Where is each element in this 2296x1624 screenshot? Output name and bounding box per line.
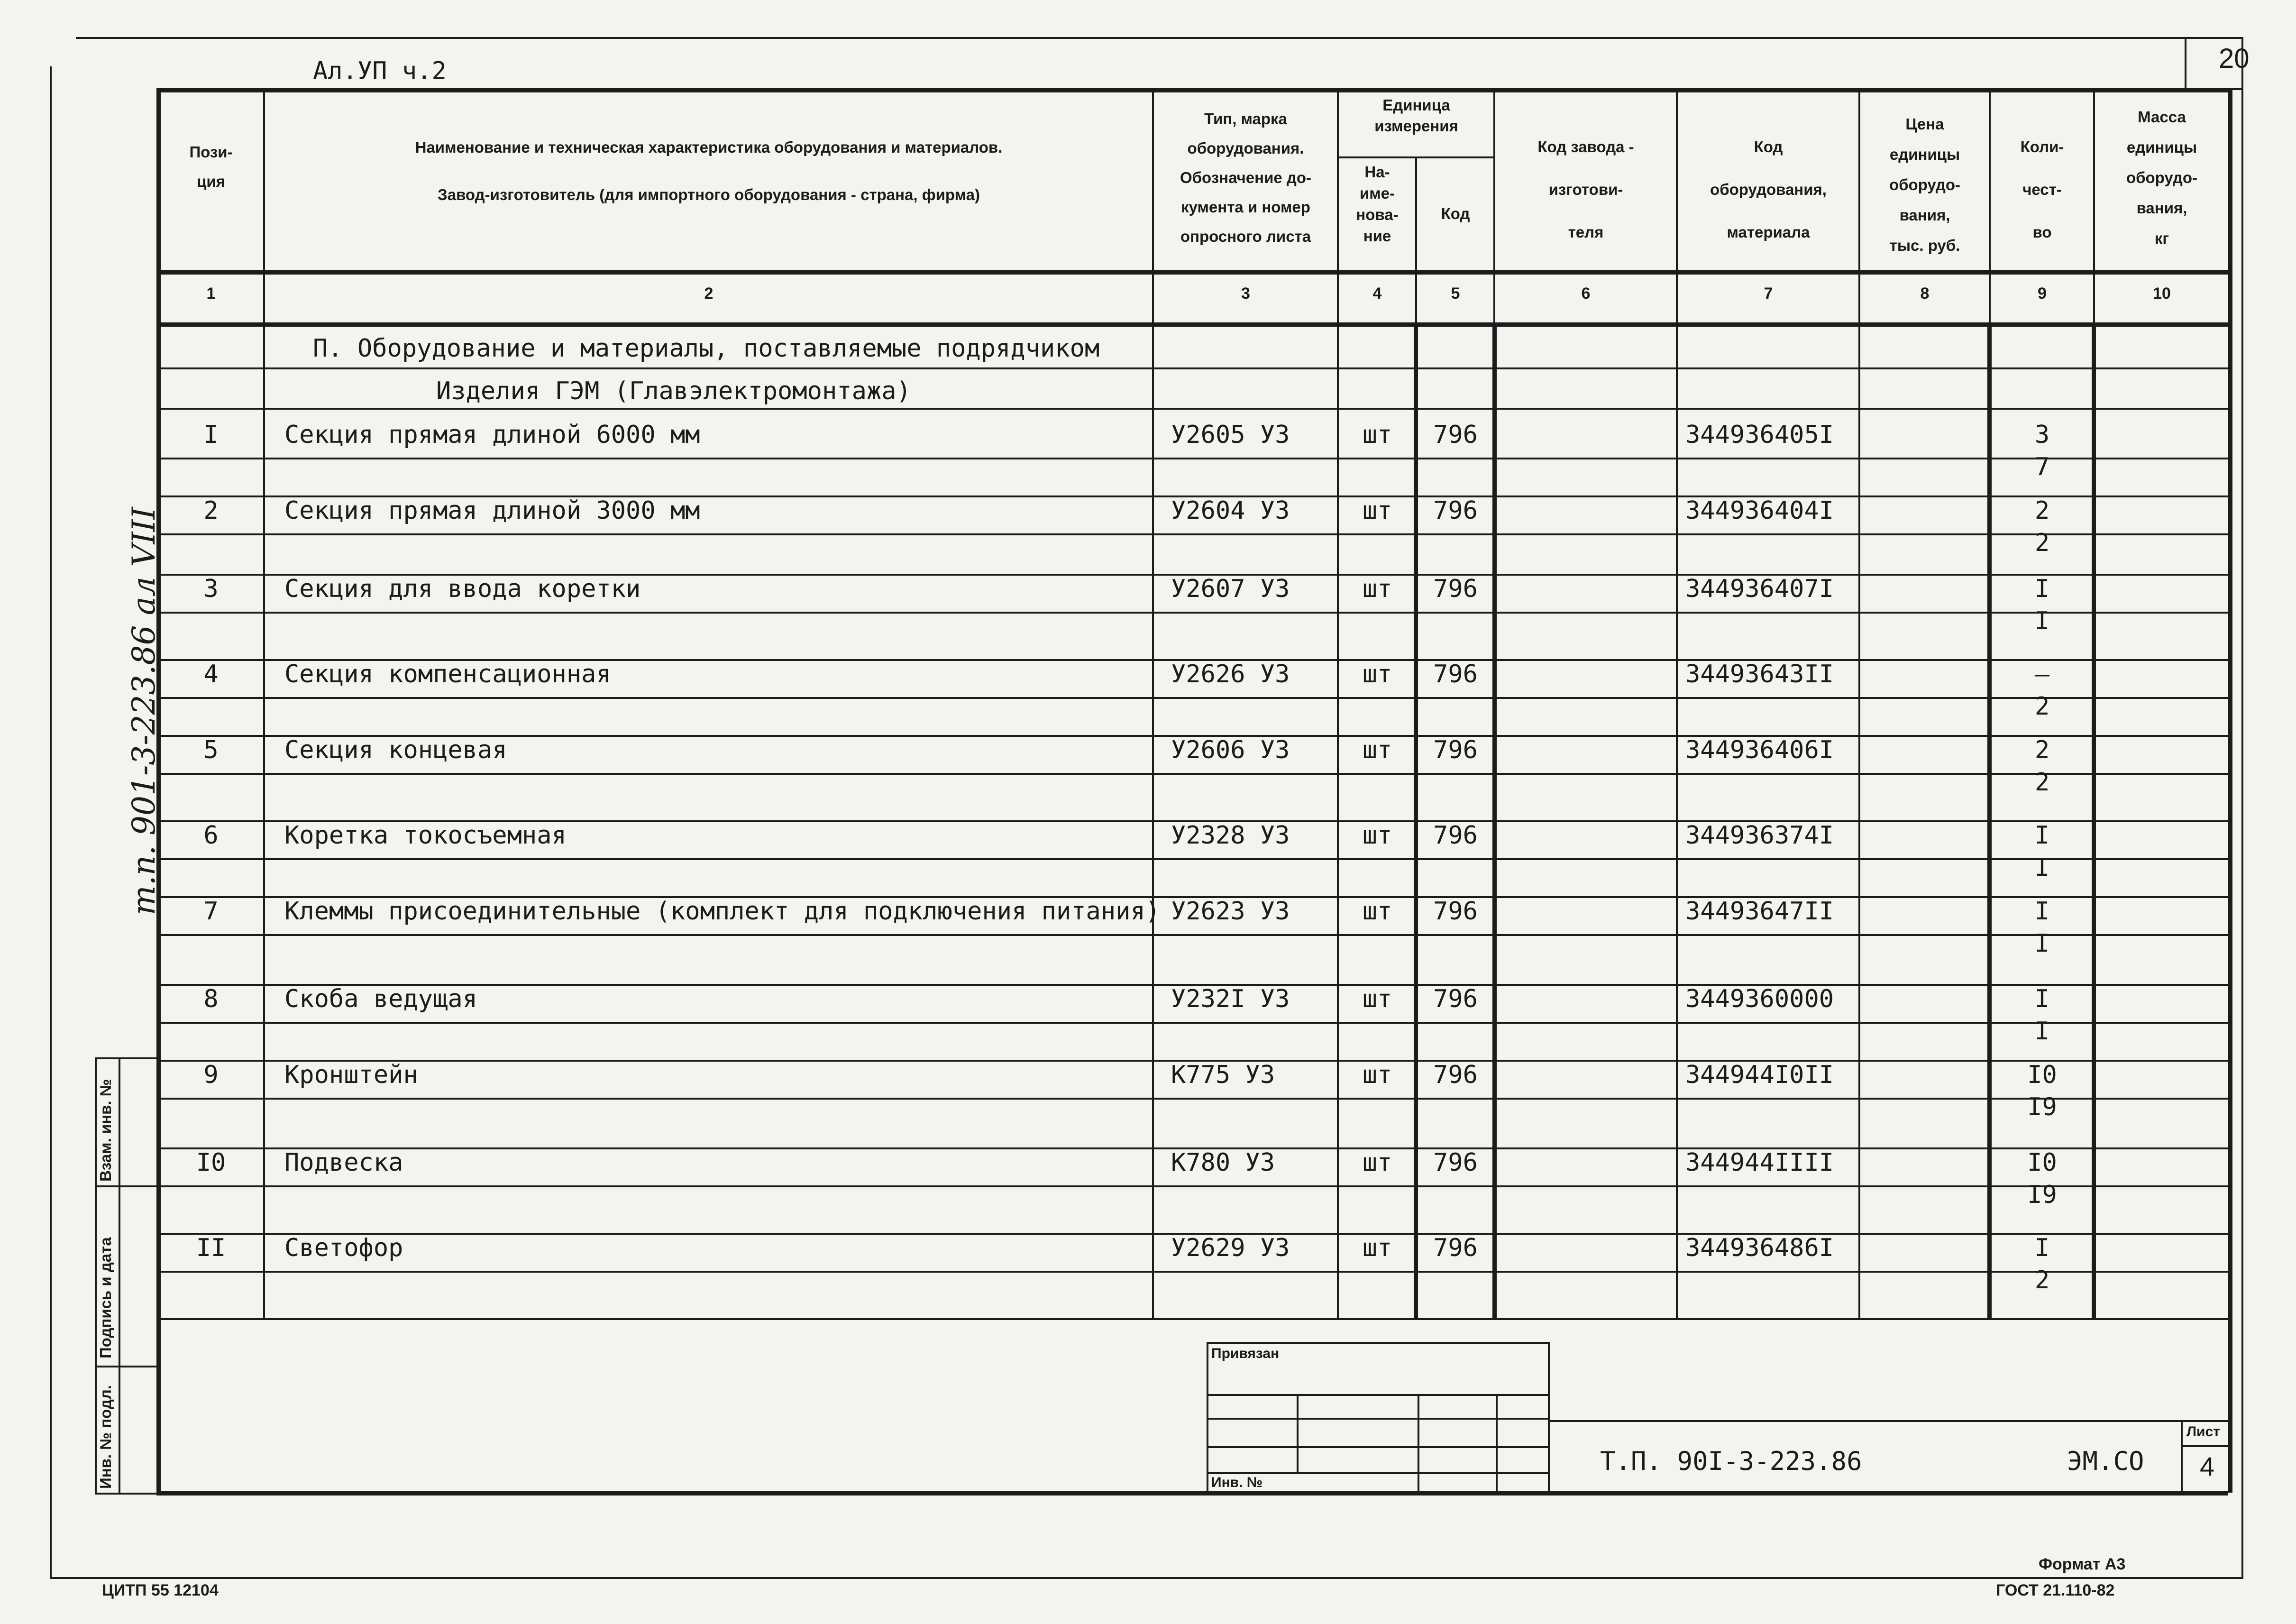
cell-pos: 5 [203,736,219,764]
cell-pos: 6 [203,821,219,850]
cell-code: 796 [1433,1234,1478,1262]
cell-code: 796 [1433,897,1478,926]
tb-inv-no: Инв. № [1211,1475,1263,1490]
cell-material-code: 344936406I [1685,736,1834,764]
colnum-8: 8 [1920,284,1930,303]
tb-sheet-left [2181,1420,2183,1494]
album-label: Ал.УП ч.2 [313,57,447,85]
col-divider-6 [1676,88,1678,1318]
cell-qty1: I [2034,821,2050,850]
cell-qty2: 2 [2034,1266,2050,1294]
cell-pos: I0 [196,1148,226,1177]
cell-name: Клеммы присоединительные (комплект для подключения питания) [284,897,1161,926]
cell-pos: 2 [203,496,219,525]
header-bottom-line [156,270,2228,275]
colnum-7: 7 [1764,284,1773,303]
row-line-subsection [156,408,2228,410]
cell-qty2: I [2034,853,2050,882]
cell-qty1: I0 [2027,1148,2057,1177]
cell-code: 796 [1433,421,1478,449]
cell-qty1: I [2034,897,2050,926]
cell-type: У2626 У3 [1171,660,1290,688]
frame-top-border [76,37,2242,39]
cell-unit: шт [1362,1061,1392,1089]
cell-code: 796 [1433,660,1478,688]
header-material-code: Код оборудования, материала [1710,138,1827,241]
colnum-1: 1 [206,284,216,303]
cell-type: К780 У3 [1171,1148,1275,1177]
colnum-3: 3 [1241,284,1250,303]
header-price: Цена единицы оборудо- вания, тыс. руб. [1889,115,1961,254]
tb-privyazan: Привязан [1211,1346,1280,1361]
cell-code: 796 [1433,1148,1478,1177]
footer-format: Формат А3 [2039,1555,2126,1573]
header-position: Пози- ция [189,143,233,190]
cell-code: 796 [1433,736,1478,764]
tb-top [1207,1342,1548,1344]
cell-name: Коретка токосъемная [284,821,567,850]
cell-material-code: 344936486I [1685,1234,1834,1262]
sheet-number: 20 [2219,43,2250,74]
cell-type: К775 У3 [1171,1061,1275,1089]
row-line-item-8 [156,1022,2228,1024]
cell-code: 796 [1433,496,1478,525]
table-bottom-border [156,1318,2228,1320]
row-line-item-6 [156,858,2228,860]
row-line-item-1 [156,458,2228,459]
cell-material-code: 344936407I [1685,575,1834,603]
stamp-vzam-inv: Взам. инв. № [97,1079,114,1182]
cell-unit: шт [1362,660,1392,688]
row-line-item-5 [156,773,2228,775]
header-factory-code: Код завода - изготови- теля [1537,138,1634,241]
cell-type: У2623 У3 [1171,897,1290,926]
header-quantity: Коли- чест- во [2020,138,2064,241]
stamp-podpis-data: Подпись и дата [97,1237,114,1358]
tb-designation: Т.П. 90I-3-223.86 [1600,1446,1862,1476]
cell-qty1: I [2034,575,2050,603]
header-unit-name: На- име- нова- ние [1356,163,1399,245]
colnum-4: 4 [1372,284,1382,303]
frame-sheet-box-left [2185,37,2186,89]
row-line-item-3 [156,612,2228,614]
cell-material-code: 34493647II [1685,897,1834,926]
header-name-line1: Наименование и техническая характеристика оборудования и материалов. [415,138,1003,156]
tb-sheet-label: Лист [2186,1424,2220,1440]
colnum-5: 5 [1451,284,1460,303]
title-block-bottom [156,1491,2228,1496]
cell-pos: II [196,1234,226,1262]
frame-bottom-border [50,1577,2243,1579]
cell-pos: 7 [203,897,219,926]
tb-right-small [1548,1342,1550,1494]
cell-code: 796 [1433,575,1478,603]
header-type: Тип, марка оборудования. Обозначение до- кумента и номер опросного листа [1180,110,1311,245]
col-divider-1 [263,88,265,1318]
cell-qty1: I [2034,985,2050,1013]
row-line-item-7 [156,934,2228,936]
colnum-9: 9 [2038,284,2047,303]
stamp-inv-podl: Инв. № подл. [97,1385,114,1489]
col-divider-2 [1152,88,1154,1318]
cell-qty2: I9 [2027,1181,2057,1209]
cell-name: Секция для ввода коретки [284,575,641,603]
stamp-bottom [95,1493,156,1495]
col-divider-7 [1858,88,1860,1318]
header-unit-code: Код [1441,205,1470,222]
cell-type: У2328 У3 [1171,821,1290,850]
footer-left: ЦИТП 55 12104 [102,1581,219,1599]
cell-unit: шт [1362,421,1392,449]
cell-pos: 3 [203,575,219,603]
col-numbers-bottom-line [156,322,2228,327]
cell-qty2: 2 [2034,768,2050,797]
cell-unit: шт [1362,985,1392,1013]
colnum-2: 2 [704,284,713,303]
colnum-6: 6 [1581,284,1591,303]
cell-name: Секция прямая длиной 6000 мм [284,421,700,449]
tb-sheet-divider [2181,1445,2228,1447]
cell-name: Секция компенсационная [284,660,611,688]
colnum-10: 10 [2153,284,2171,303]
cell-material-code: 344936404I [1685,496,1834,525]
cell-code: 796 [1433,1061,1478,1089]
cell-unit: шт [1362,736,1392,764]
cell-name: Подвеска [284,1148,403,1177]
cell-qty1: 2 [2034,496,2050,525]
cell-code: 796 [1433,985,1478,1013]
cell-material-code: 3449360000 [1685,985,1834,1013]
cell-pos: 4 [203,660,219,688]
cell-material-code: 34493643II [1685,660,1834,688]
table-top-border [156,88,2228,92]
tb-mark: ЭМ.СО [2067,1446,2144,1476]
cell-qty1: 2 [2034,736,2050,764]
cell-qty1: I [2034,1234,2050,1262]
cell-unit: шт [1362,897,1392,926]
header-unit-group: Единица измерения [1374,96,1458,135]
cell-code: 796 [1433,821,1478,850]
row-line-item-9 [156,1098,2228,1100]
frame-right-border [2241,37,2243,1578]
cell-pos: 9 [203,1061,219,1089]
cell-qty1: – [2034,660,2050,688]
cell-type: У232I У3 [1171,985,1290,1013]
tb-col-2 [1418,1394,1419,1494]
cell-type: У2605 У3 [1171,421,1290,449]
cell-unit: шт [1362,821,1392,850]
row-line-item-10 [156,1185,2228,1187]
cell-name: Скоба ведущая [284,985,477,1013]
tb-main-top [1548,1420,2231,1422]
table-right-border [2228,88,2232,1493]
cell-type: У2629 У3 [1171,1234,1290,1262]
cell-material-code: 344936374I [1685,821,1834,850]
col-divider-3 [1337,88,1339,1318]
header-mass: Масса единицы оборудо- вания, кг [2126,108,2198,247]
cell-qty2: I9 [2027,1093,2057,1121]
row-line-item-4 [156,697,2228,699]
cell-name: Секция концевая [284,736,507,764]
cell-qty2: I [2034,607,2050,635]
cell-material-code: 344936405I [1685,421,1834,449]
row-line-item-2 [156,533,2228,535]
row-line-section [156,367,2228,369]
cell-name: Секция прямая длиной 3000 мм [284,496,700,525]
section-title: П. Оборудование и материалы, поставляемые подрядчиком [313,334,1100,363]
side-handwriting: т.п. 901-3-223.86 ал VIII [126,507,162,915]
cell-unit: шт [1362,496,1392,525]
cell-material-code: 344944IIII [1685,1148,1834,1177]
cell-qty1: 3 [2034,421,2050,449]
tb-col-3 [1496,1394,1498,1494]
stamp-div-1 [95,1185,156,1187]
cell-pos: 8 [203,985,219,1013]
cell-qty2: 2 [2034,529,2050,557]
cell-unit: шт [1362,1234,1392,1262]
section-subtitle: Изделия ГЭМ (Главэлектромонтажа) [436,377,911,405]
stamp-inner-divider [119,1057,120,1494]
cell-type: У2606 У3 [1171,736,1290,764]
frame-left-border [50,66,52,1579]
cell-qty2: I [2034,1017,2050,1046]
cell-material-code: 344944I0II [1685,1061,1834,1089]
cell-qty1: I0 [2027,1061,2057,1089]
stamp-top [95,1057,156,1059]
stamp-div-2 [95,1366,156,1367]
row-line-item-11 [156,1271,2228,1273]
cell-qty2: 2 [2034,692,2050,721]
cell-name: Кронштейн [284,1061,418,1089]
cell-qty2: 7 [2034,453,2050,481]
footer-gost: ГОСТ 21.110-82 [1996,1581,2115,1599]
cell-name: Светофор [284,1234,403,1262]
cell-unit: шт [1362,1148,1392,1177]
cell-type: У2604 У3 [1171,496,1290,525]
tb-sheet-value: 4 [2200,1451,2215,1481]
cell-qty2: I [2034,929,2050,958]
cell-unit: шт [1362,575,1392,603]
tb-col-1 [1297,1394,1299,1472]
header-name-line2: Завод-изготовитель (для импортного оборудования - страна, фирма) [438,186,980,203]
cell-type: У2607 У3 [1171,575,1290,603]
cell-pos: I [203,421,219,449]
